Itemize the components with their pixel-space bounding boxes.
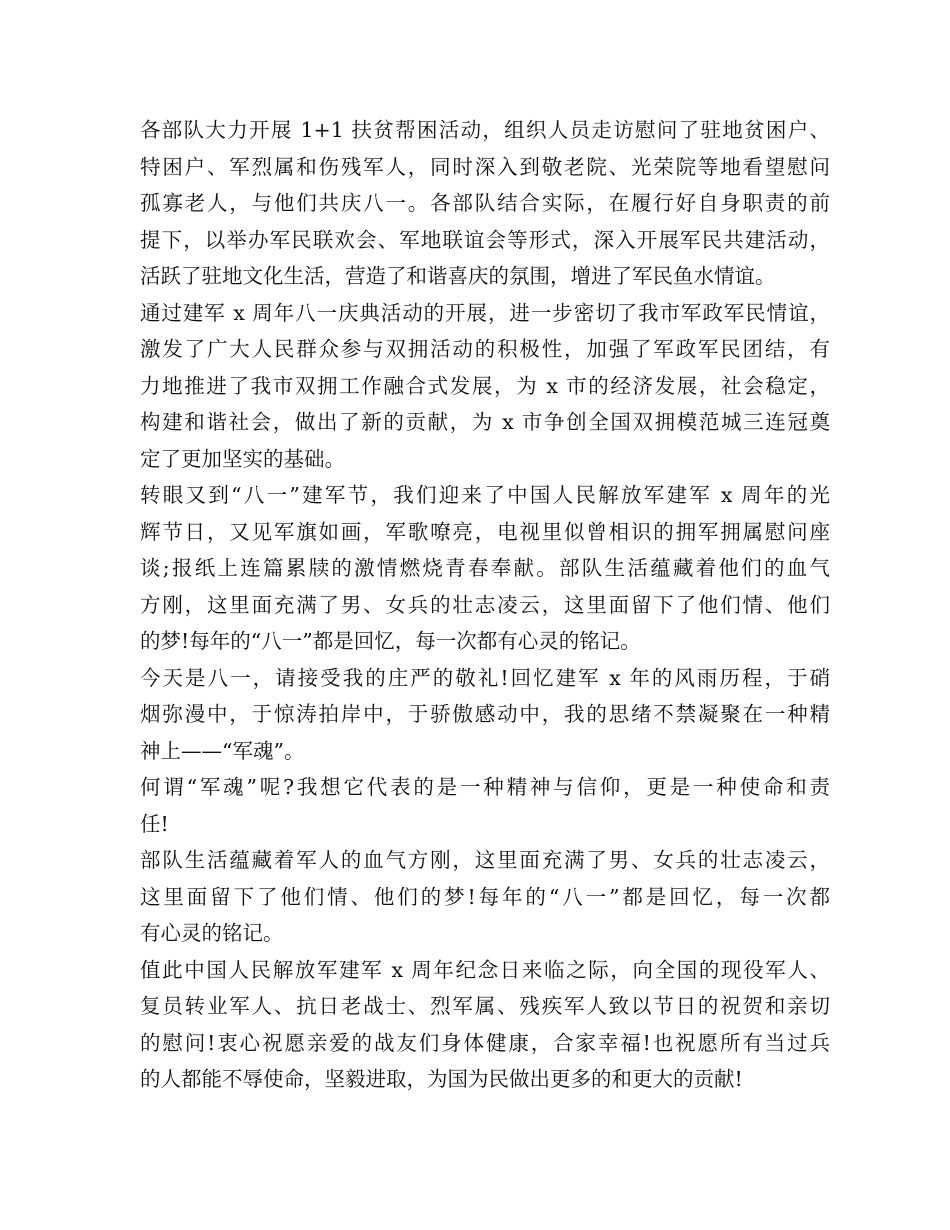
text-line: 谈;报纸上连篇累牍的激情燃烧青春奉献。部队生活蕴藏着他们的血气 bbox=[140, 556, 830, 580]
text-line: 活跃了驻地文化生活，营造了和谐喜庆的氛围，增进了军民鱼水情谊。 bbox=[140, 264, 776, 288]
text-line: 各部队大力开展 1+1 扶贫帮困活动，组织人员走访慰问了驻地贫困户、 bbox=[140, 118, 830, 142]
paragraph bbox=[140, 477, 830, 660]
paragraph bbox=[140, 295, 830, 478]
text-line: 定了更加坚实的基础。 bbox=[140, 446, 345, 471]
text-line: 今天是八一，请接受我的庄严的敬礼!回忆建军 x 年的风雨历程，于硝 bbox=[140, 665, 830, 690]
paragraph bbox=[140, 112, 830, 295]
text-line: 值此中国人民解放军建军 x 周年纪念日来临之际，向全国的现役军人、 bbox=[140, 957, 830, 982]
text-line: 烟弥漫中，于惊涛拍岸中，于骄傲感动中，我的思绪不禁凝聚在一种精 bbox=[140, 702, 830, 726]
paragraph bbox=[140, 660, 830, 770]
text-line: 方刚，这里面充满了男、女兵的壮志凌云，这里面留下了他们情、他们 bbox=[140, 592, 830, 617]
text-line: 激发了广大人民群众参与双拥活动的积极性，加强了军政军民团结，有 bbox=[140, 337, 830, 361]
text-line: 任! bbox=[140, 811, 169, 836]
text-line: 复员转业军人、抗日老战士、烈军属、残疾军人致以节日的祝贺和亲切 bbox=[140, 994, 830, 1018]
paragraph bbox=[140, 952, 830, 1098]
document-body bbox=[140, 112, 830, 1098]
paragraph bbox=[140, 769, 830, 842]
text-line: 力地推进了我市双拥工作融合式发展，为 x 市的经济发展，社会稳定， bbox=[140, 373, 830, 398]
paragraph bbox=[140, 842, 830, 952]
text-line: 的慰问!衷心祝愿亲爱的战友们身体健康，合家幸福!也祝愿所有当过兵 bbox=[140, 1030, 830, 1055]
text-line: 构建和谐社会，做出了新的贡献，为 x 市争创全国双拥模范城三连冠奠 bbox=[140, 410, 830, 434]
text-line: 神上——“军魂”。 bbox=[140, 738, 305, 763]
text-line: 何谓“军魂”呢?我想它代表的是一种精神与信仰，更是一种使命和责 bbox=[140, 775, 830, 799]
text-line: 这里面留下了他们情、他们的梦!每年的“八一”都是回忆，每一次都 bbox=[140, 884, 830, 909]
text-line: 的梦!每年的“八一”都是回忆，每一次都有心灵的铭记。 bbox=[140, 629, 641, 653]
text-line: 部队生活蕴藏着军人的血气方刚，这里面充满了男、女兵的壮志凌云， bbox=[140, 848, 830, 872]
text-line: 提下，以举办军民联欢会、军地联谊会等形式，深入开展军民共建活动， bbox=[140, 227, 830, 252]
text-line: 有心灵的铭记。 bbox=[140, 921, 284, 945]
text-line: 通过建军 x 周年八一庆典活动的开展，进一步密切了我市军政军民情谊， bbox=[140, 300, 830, 325]
text-line: 特困户、军烈属和伤残军人，同时深入到敬老院、光荣院等地看望慰问 bbox=[140, 154, 830, 179]
text-line: 孤寡老人，与他们共庆八一。各部队结合实际，在履行好自身职责的前 bbox=[140, 191, 830, 215]
text-line: 的人都能不辱使命，坚毅进取，为国为民做出更多的和更大的贡献! bbox=[140, 1067, 743, 1091]
text-line: 辉节日，又见军旗如画，军歌嘹亮，电视里似曾相识的拥军拥属慰问座 bbox=[140, 519, 830, 544]
text-line: 转眼又到“八一”建军节，我们迎来了中国人民解放军建军 x 周年的光 bbox=[140, 483, 830, 507]
